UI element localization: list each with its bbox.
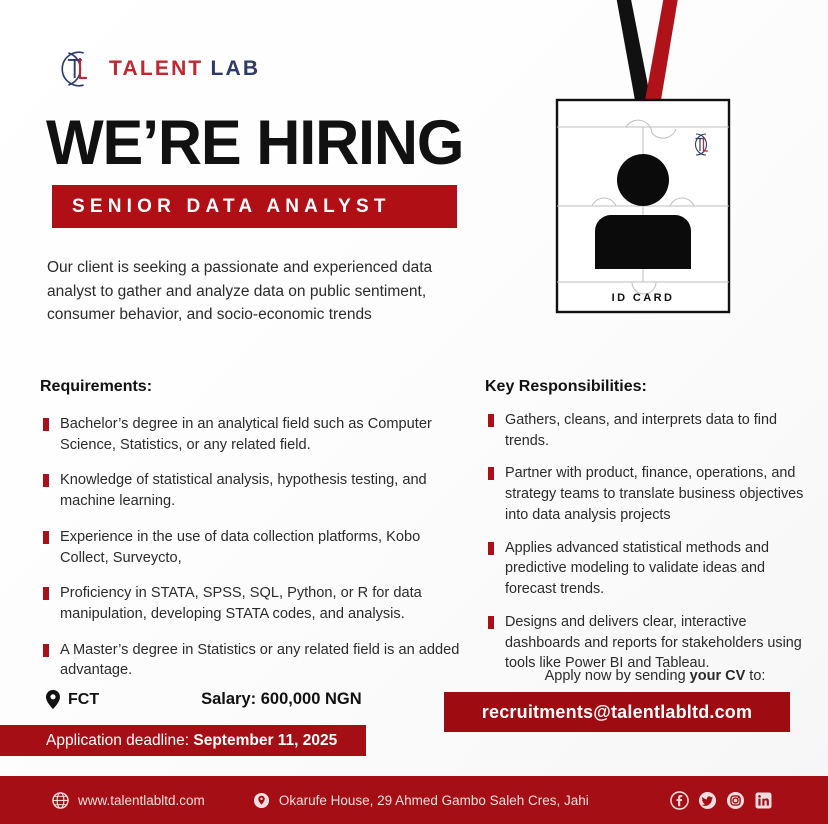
facebook-icon[interactable] <box>670 791 689 810</box>
avatar-head <box>617 154 669 206</box>
footer-bar <box>0 776 828 824</box>
avatar-body <box>595 215 691 269</box>
apply-email-button[interactable] <box>444 692 790 732</box>
list-item: Designs and delivers clear, interactive dashboards and reports for stakeholders using tools like Power BI and Tableau. <box>485 612 820 674</box>
apply-prefix: Apply now by sending <box>544 668 690 684</box>
application-deadline-bar <box>0 725 366 756</box>
lanyard-strap-black <box>612 0 652 106</box>
apply-instruction <box>485 668 825 684</box>
list-item: Proficiency in STATA, SPSS, SQL, Python, or R for data manipulation, developing STATA codes, and analysis. <box>40 583 460 624</box>
deadline-date: September 11, 2025 <box>193 731 338 749</box>
footer-website-label: www.talentlabltd.com <box>78 792 205 808</box>
globe-icon <box>52 792 69 809</box>
requirements-heading: Requirements: <box>40 378 153 395</box>
list-item: Knowledge of statistical analysis, hypothesis testing, and machine learning. <box>40 470 460 511</box>
brand-logo <box>55 48 260 90</box>
list-item: Partner with product, finance, operations, and strategy teams to translate business objectives into data analysis projects <box>485 463 820 525</box>
responsibilities-section <box>485 378 820 686</box>
responsibilities-list <box>485 410 820 674</box>
footer-social-links <box>670 791 773 810</box>
requirements-section <box>40 378 460 696</box>
id-card-label: ID CARD <box>611 292 675 304</box>
instagram-icon[interactable] <box>726 791 745 810</box>
role-title: SENIOR DATA ANALYST <box>72 195 391 217</box>
id-card-badge-illustration <box>540 0 750 324</box>
headline: WE’RE HIRING <box>46 108 464 178</box>
twitter-icon[interactable] <box>698 791 717 810</box>
brand-name-talent: TALENT <box>109 57 204 80</box>
deadline-text <box>0 732 337 750</box>
role-title-bar <box>52 185 457 228</box>
linkedin-icon[interactable] <box>754 791 773 810</box>
footer-website[interactable] <box>52 792 205 809</box>
tl-monogram-circle-icon <box>55 48 97 90</box>
deadline-label: Application deadline: <box>46 731 194 749</box>
list-item: Applies advanced statistical methods and predictive modeling to validate ideas and forecast trends. <box>485 538 820 600</box>
job-location-label: FCT <box>68 690 100 708</box>
map-pin-filled-icon <box>253 792 270 809</box>
responsibilities-heading: Key Responsibilities: <box>485 378 647 395</box>
lanyard-strap-red <box>644 0 682 106</box>
job-salary: Salary: 600,000 NGN <box>201 690 362 708</box>
list-item: Experience in the use of data collection platforms, Kobo Collect, Surveycto, <box>40 527 460 568</box>
map-pin-icon <box>46 690 60 709</box>
list-item: A Master’s degree in Statistics or any related field is an added advantage. <box>40 640 460 681</box>
requirements-list <box>40 414 460 681</box>
apply-suffix: to: <box>745 668 766 684</box>
brand-wordmark <box>109 57 260 81</box>
list-item: Bachelor’s degree in an analytical field such as Computer Science, Statistics, or any related field. <box>40 414 460 455</box>
job-location <box>46 690 99 709</box>
apply-emphasis: your CV <box>689 668 746 684</box>
intro-paragraph: Our client is seeking a passionate and experienced data analyst to gather and analyze data on public sentiment, consumer behavior, and socio-economic trends <box>47 259 433 324</box>
brand-name-lab: LAB <box>210 57 261 80</box>
apply-email-address: recruitments@talentlabltd.com <box>481 701 753 722</box>
list-item: Gathers, cleans, and interprets data to find trends. <box>485 410 820 451</box>
footer-address-label: Okarufe House, 29 Ahmed Gambo Saleh Cres, Jahi <box>278 792 589 808</box>
footer-address <box>253 792 589 809</box>
job-meta-row <box>46 690 446 709</box>
